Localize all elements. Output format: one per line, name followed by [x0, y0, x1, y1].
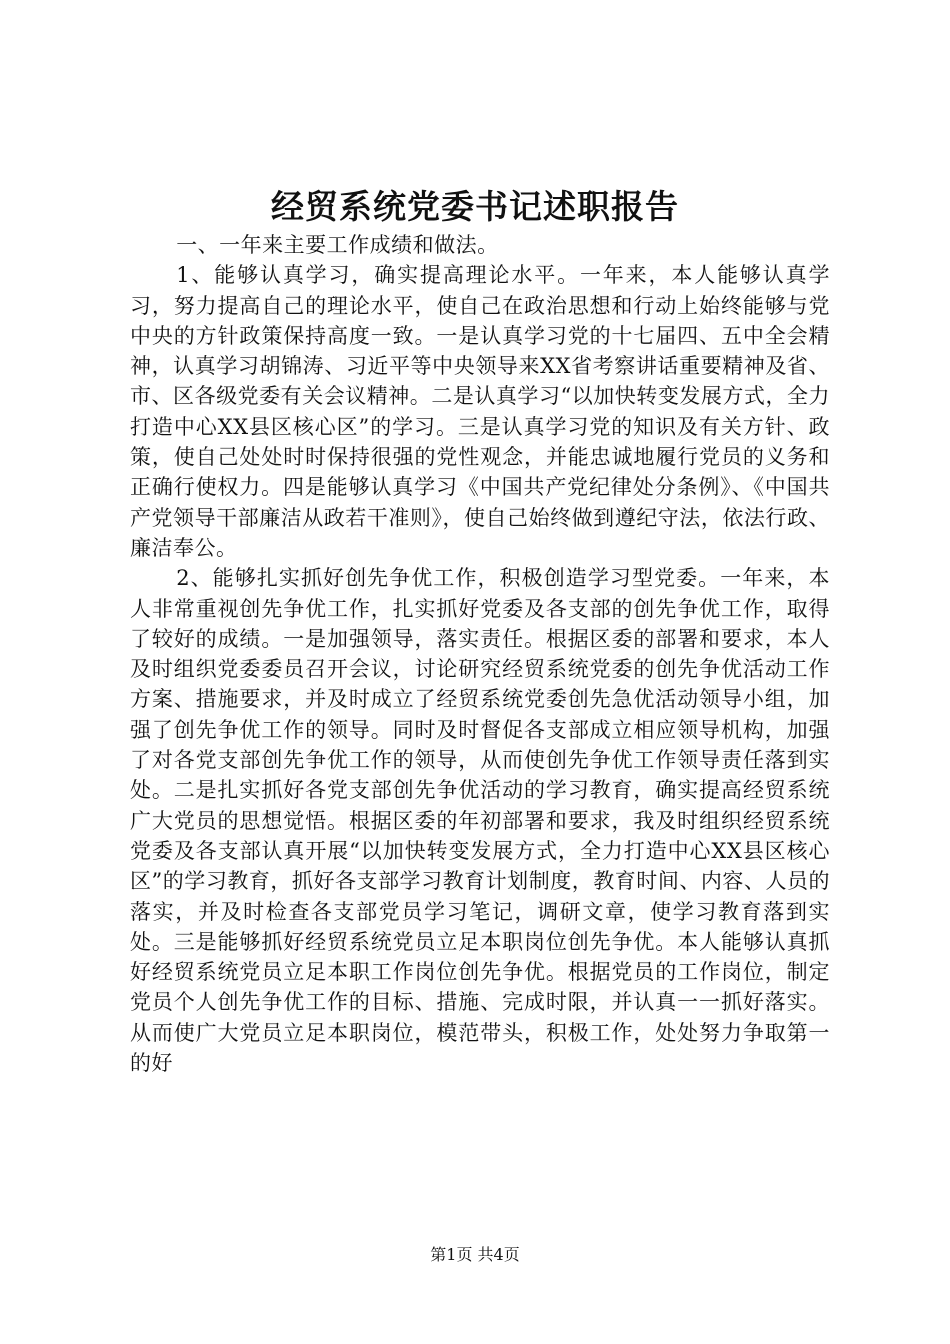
section-heading: 一、一年来主要工作成绩和做法。 [176, 233, 499, 257]
document-body [130, 230, 830, 1078]
document-title: 经贸系统党委书记述职报告 [271, 187, 679, 226]
paragraph-excellence: 2、能够扎实抓好创先争优工作，积极创造学习型党委。一年来，本人非常重视创先争优工作，扎实抓好党委及各支部的创先争优工作，取得了较好的成绩。一是加强领导，落实责任。根据区委的部署和要求，本人及时组织党委委员召开会议，讨论研究经贸系统党委的创先争优活动工作方案、措施要求，并及时成立了经贸系统党委创先急优活动领导小组，加强了创先争优工作的领导。同时及时督促各支部成立相应领导机构，加强了对各党支部创先争优工作的领导，从而使创先争优工作领导责任落到实处。二是扎实抓好各党支部创先争优活动的学习教育，确实提高经贸系统广大党员的思想觉悟。根据区委的年初部署和要求，我及时组织经贸系统党委及各支部认真开展“以加快转变发展方式，全力打造中心XX县区核心区”的学习教育，抓好各支部学习教育计划制度，教育时间、内容、人员的落实，并及时检查各支部党员学习笔记，调研文章，使学习教育落到实处。三是能够抓好经贸系统党员立足本职岗位创先争优。本人能够认真抓好经贸系统党员立足本职工作岗位创先争优。根据党员的工作岗位，制定党员个人创先争优工作的目标、措施、完成时限，并认真一一抓好落实。从而使广大党员立足本职岗位，模范带头，积极工作，处处努力争取第一的好 [130, 566, 830, 1076]
page-footer: 第1页 共4页 [430, 1245, 520, 1264]
paragraph-study: 1、能够认真学习，确实提高理论水平。一年来，本人能够认真学习，努力提高自己的理论水平，使自己在政治思想和行动上始终能够与党中央的方针政策保持高度一致。一是认真学习党的十七届四、五中全会精神，认真学习胡锦涛、习近平等中央领导来XX省考察讲话重要精神及省、市、区各级党委有关会议精神。二是认真学习“以加快转变发展方式，全力打造中心XX县区核心区”的学习。三是认真学习党的知识及有关方针、政策，使自己处处时时保持很强的党性观念，并能忠诚地履行党员的义务和正确行使权力。四是能够认真学习《中国共产党纪律处分条例》、《中国共产党领导干部廉洁从政若干准则》，使自己始终做到遵纪守法，依法行政、廉洁奉公。 [130, 263, 830, 560]
